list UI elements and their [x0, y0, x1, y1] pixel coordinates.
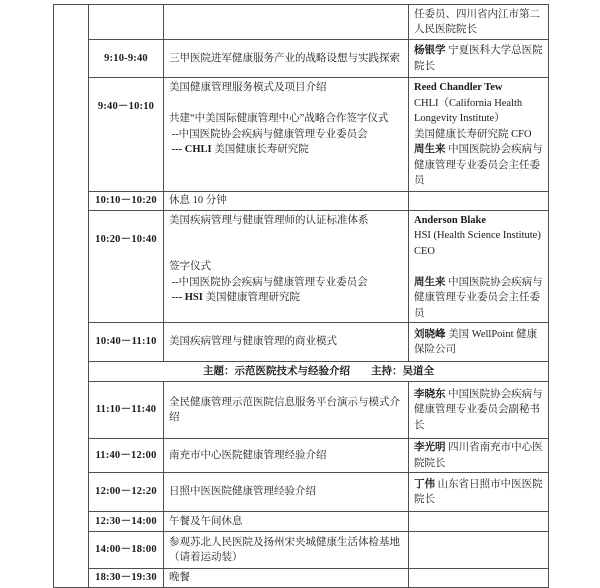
topic-cell: [164, 192, 409, 211]
topic-cell: [164, 78, 409, 192]
topic-cell: [164, 439, 409, 473]
conference-agenda-sheet: [53, 4, 549, 588]
table-row: [54, 362, 549, 382]
table-row: [54, 210, 549, 323]
text-line: [414, 259, 543, 275]
text-line: 杨银学 宁夏医科大学总医院院长: [414, 45, 543, 72]
text-line: 午餐及午间休息: [169, 515, 243, 527]
time-cell: 12:00－12:20: [89, 473, 164, 512]
speaker-cell: [409, 569, 549, 588]
topic-cell: [164, 473, 409, 512]
table-row: [54, 473, 549, 512]
topic-cell: [164, 210, 409, 323]
text-line: 日照中医医院健康管理经验介绍: [169, 486, 316, 498]
speaker-cell: [409, 512, 549, 532]
time-cell: 11:10－11:40: [89, 382, 164, 439]
time-cell: 9:10-9:40: [89, 40, 164, 78]
topic-cell: [164, 532, 409, 569]
topic-cell: [164, 569, 409, 588]
speaker-cell: [409, 5, 549, 40]
text-line: Reed Chandler Tew: [414, 82, 503, 93]
time-cell: 12:30－14:00: [89, 512, 164, 532]
text-line: 美国健康管理服务模式及项目介绍: [169, 82, 327, 93]
text-line: （请着运动装）: [169, 552, 243, 563]
text-line: 参观苏北人民医院及扬州宋夹城健康生活体检基地: [169, 536, 400, 548]
speaker-cell: [409, 210, 549, 323]
text-line: 李光明 四川省南充市中心医院院长: [414, 442, 543, 469]
topic-cell: [164, 382, 409, 439]
time-cell: 10:10－10:20: [89, 192, 164, 211]
text-line: 休息 10 分钟: [169, 195, 227, 206]
table-row: [54, 78, 549, 192]
table-row: [54, 192, 549, 211]
text-line: 共建“中美国际健康管理中心”战略合作签字仪式: [169, 113, 389, 124]
table-row: [54, 382, 549, 439]
text-line: 周生来 中国医院协会疾病与健康管理专业委员会主任委员: [414, 276, 543, 319]
topic-cell: [164, 40, 409, 78]
time-cell: 18:30－19:30: [89, 569, 164, 588]
text-line: 周生来 中国医院协会疾病与健康管理专业委员会主任委员: [414, 144, 543, 186]
speaker-cell: [409, 532, 549, 569]
time-cell: [89, 5, 164, 40]
text-line: 美国疾病管理与健康管理的商业模式: [169, 336, 337, 348]
speaker-cell: [409, 323, 549, 362]
text-line: [169, 244, 403, 260]
speaker-cell: [409, 78, 549, 192]
time-cell: 14:00－18:00: [89, 532, 164, 569]
table-row: [54, 439, 549, 473]
text-line: 全民健康管理示范医院信息服务平台演示与模式介绍: [169, 396, 400, 423]
text-line: 任委员、四川省内江市第二人民医院院长: [414, 8, 540, 35]
table-row: [54, 323, 549, 362]
text-line: Anderson Blake: [414, 214, 487, 226]
text-line: CEO: [414, 245, 435, 257]
text-line: [169, 96, 403, 112]
table-row: [54, 532, 549, 569]
text-line: 签字仪式: [169, 261, 211, 272]
speaker-cell: [409, 192, 549, 211]
speaker-cell: [409, 439, 549, 473]
time-cell: 10:20－10:40: [89, 210, 164, 323]
text-line: HSI (Health Science Institute): [414, 230, 541, 241]
text-line: --- HSI 美国健康管理研究院: [169, 292, 300, 303]
text-line: 南充市中心医院健康管理经验介绍: [169, 449, 327, 461]
text-line: 三甲医院进军健康服务产业的战略设想与实践探索: [169, 52, 400, 64]
text-line: 刘晓峰 美国 WellPoint 健康保险公司: [414, 328, 538, 355]
speaker-cell: [409, 40, 549, 78]
topic-cell: [164, 323, 409, 362]
text-line: 美国健康长寿研究院 CFO: [414, 128, 532, 140]
text-line: 丁伟 山东省日照市中医医院院长: [414, 478, 543, 505]
text-line: 李晓东 中国医院协会疾病与健康管理专业委员会副秘书长: [414, 388, 543, 431]
table-row: [54, 569, 549, 588]
text-line: 美国疾病管理与健康管理师的认证标准体系: [169, 214, 369, 226]
text-line: CHLI（California Health Longevity Institute）: [414, 97, 525, 124]
text-line: --中国医院协会疾病与健康管理专业委员会: [169, 276, 368, 288]
text-line: --中国医院协会疾病与健康管理专业委员会: [169, 128, 368, 140]
table-row: [54, 5, 549, 40]
session-header-cell: 主题：示范医院技术与经验介绍 主持：吴道全: [89, 362, 549, 382]
text-line: [169, 228, 403, 244]
table-row: [54, 512, 549, 532]
time-cell: 10:40－11:10: [89, 323, 164, 362]
speaker-cell: [409, 382, 549, 439]
table-row: [54, 40, 549, 78]
topic-cell: [164, 5, 409, 40]
text-line: --- CHLI 美国健康长寿研究院: [169, 144, 309, 155]
schedule-table: [53, 4, 549, 588]
left-margin-cell: [54, 5, 89, 588]
text-line: 晚餐: [169, 572, 190, 583]
speaker-cell: [409, 473, 549, 512]
time-cell: 9:40－10:10: [89, 78, 164, 192]
topic-cell: [164, 512, 409, 532]
time-cell: 11:40－12:00: [89, 439, 164, 473]
